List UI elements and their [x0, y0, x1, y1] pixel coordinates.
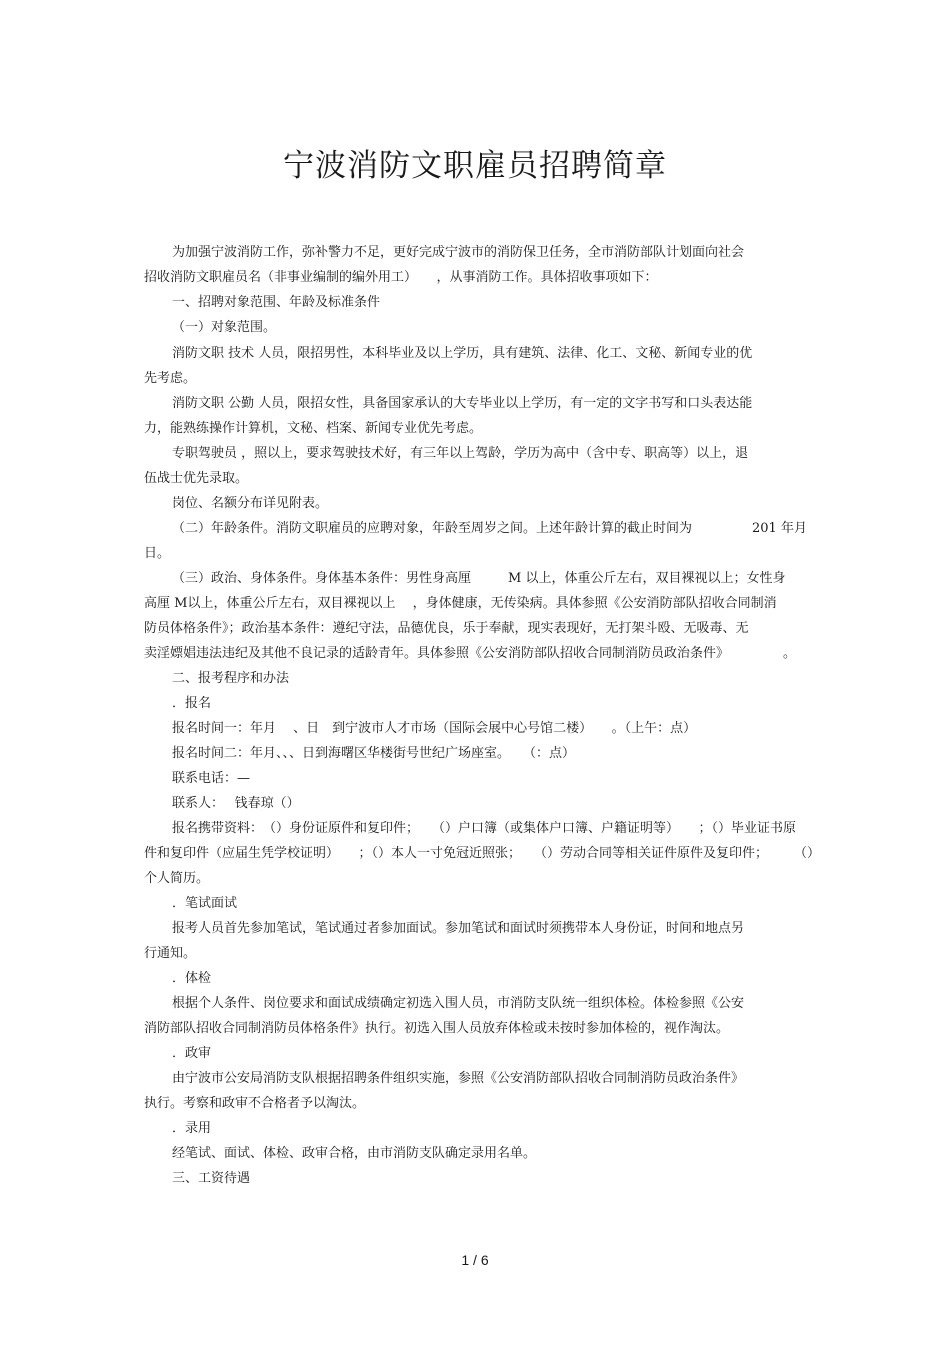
body-line: ．政审: [172, 1046, 212, 1061]
body-line: M 以上，体重公斤左右，双目裸视以上；女性身: [508, 571, 786, 586]
body-line: 招收消防文职雇员名（非事业编制的编外用工） ，从事消防工作。具体招收事项如下：: [144, 270, 658, 285]
body-line: 日。: [144, 546, 171, 561]
body-line: （一）对象范围。: [172, 320, 277, 335]
body-line: ．录用: [172, 1121, 212, 1136]
body-line: 卖淫嫖娼违法违纪及其他不良记录的适龄青年。具体参照《公安消防部队招收合同制消防员政治条件》: [144, 646, 730, 661]
body-line: 力，能熟练操作计算机，文秘、档案、新闻专业优先考虑。: [144, 421, 483, 436]
body-line: 执行。考察和政审不合格者予以淘汰。: [144, 1096, 366, 1111]
body-line: 三、工资待遇: [172, 1171, 251, 1186]
body-line: 201 年月: [752, 521, 807, 536]
body-line: （二）年龄条件。消防文职雇员的应聘对象，年龄至周岁之间。上述年龄计算的截止时间为: [172, 521, 693, 536]
body-line: 件和复印件（应届生凭学校证明） ；（）本人一寸免冠近照张； （）劳动合同等相关证件原件及复印件； （）: [144, 846, 821, 861]
body-line: 一、招聘对象范围、年龄及标准条件: [172, 295, 381, 310]
body-line: 消防部队招收合同制消防员体格条件》执行。初选入围人员放弃体检或未按时参加体检的，视作淘汰。: [144, 1021, 730, 1036]
body-line: 岗位、名额分布详见附表。: [172, 496, 329, 511]
body-line: 个人简历。: [144, 871, 210, 886]
page-number: 1 / 6: [461, 1252, 489, 1268]
body-line: 由宁波市公安局消防支队根据招聘条件组织实施，参照《公安消防部队招收合同制消防员政治条件》: [172, 1071, 745, 1086]
body-line: （三）政治、身体条件。身体基本条件：男性身高厘: [172, 571, 472, 586]
body-line: ．笔试面试: [172, 896, 238, 911]
body-line: 行通知。: [144, 946, 197, 961]
body-line: 报名时间二：年月、、、日到海曙区华楼街号世纪广场座室。 （：点）: [172, 746, 576, 761]
body-line: 经笔试、面试、体检、政审合格，由市消防支队确定录用名单。: [172, 1146, 537, 1161]
body-line: 报名携带资料： （）身份证原件和复印件； （）户口簿（或集体户口簿、户籍证明等） ；（）毕业证书原: [172, 821, 797, 836]
body-line: 根据个人条件、岗位要求和面试成绩确定初选入围人员，市消防支队统一组织体检。体检参照《公安: [172, 996, 745, 1011]
body-line: 二、报考程序和办法: [172, 671, 290, 686]
body-line: 为加强宁波消防工作，弥补警力不足，更好完成宁波市的消防保卫任务，全市消防部队计划面向社会: [172, 245, 745, 260]
body-line: 报考人员首先参加笔试，笔试通过者参加面试。参加笔试和面试时须携带本人身份证，时间和地点另: [172, 921, 745, 936]
document-title: 宁波消防文职雇员招聘简章: [283, 148, 667, 184]
body-line: 联系人： 钱春琼（）: [172, 796, 300, 811]
body-line: 防员体格条件》；政治基本条件：遵纪守法，品德优良，乐于奉献，现实表现好，无打架斗殴、无吸毒、无: [144, 621, 749, 636]
body-line: 报名时间一：年月 、日 到宁波市人才市场（国际会展中心号馆二楼） 。（上午：点）: [172, 721, 697, 736]
body-line: ．报名: [172, 696, 212, 711]
body-line: 专职驾驶员 ，照以上，要求驾驶技术好，有三年以上驾龄，学历为高中（含中专、职高等）以上，退: [172, 446, 749, 461]
body-line: 高厘 M以上，体重公斤左右，双目裸视以上 ，身体健康，无传染病。具体参照《公安消防部队招收合同制消: [144, 596, 777, 611]
body-line: 消防文职 技术 人员，限招男性，本科毕业及以上学历，具有建筑、法律、化工、文秘、新闻专业的优: [172, 346, 753, 361]
body-line: 联系电话：—: [172, 771, 251, 786]
body-line: 先考虑。: [144, 371, 197, 386]
body-line: 消防文职 公勤 人员，限招女性，具备国家承认的大专毕业以上学历，有一定的文字书写和口头表达能: [172, 396, 753, 411]
body-line: 伍战士优先录取。: [144, 471, 249, 486]
body-line: ．体检: [172, 971, 212, 986]
body-line: 。: [783, 646, 797, 661]
